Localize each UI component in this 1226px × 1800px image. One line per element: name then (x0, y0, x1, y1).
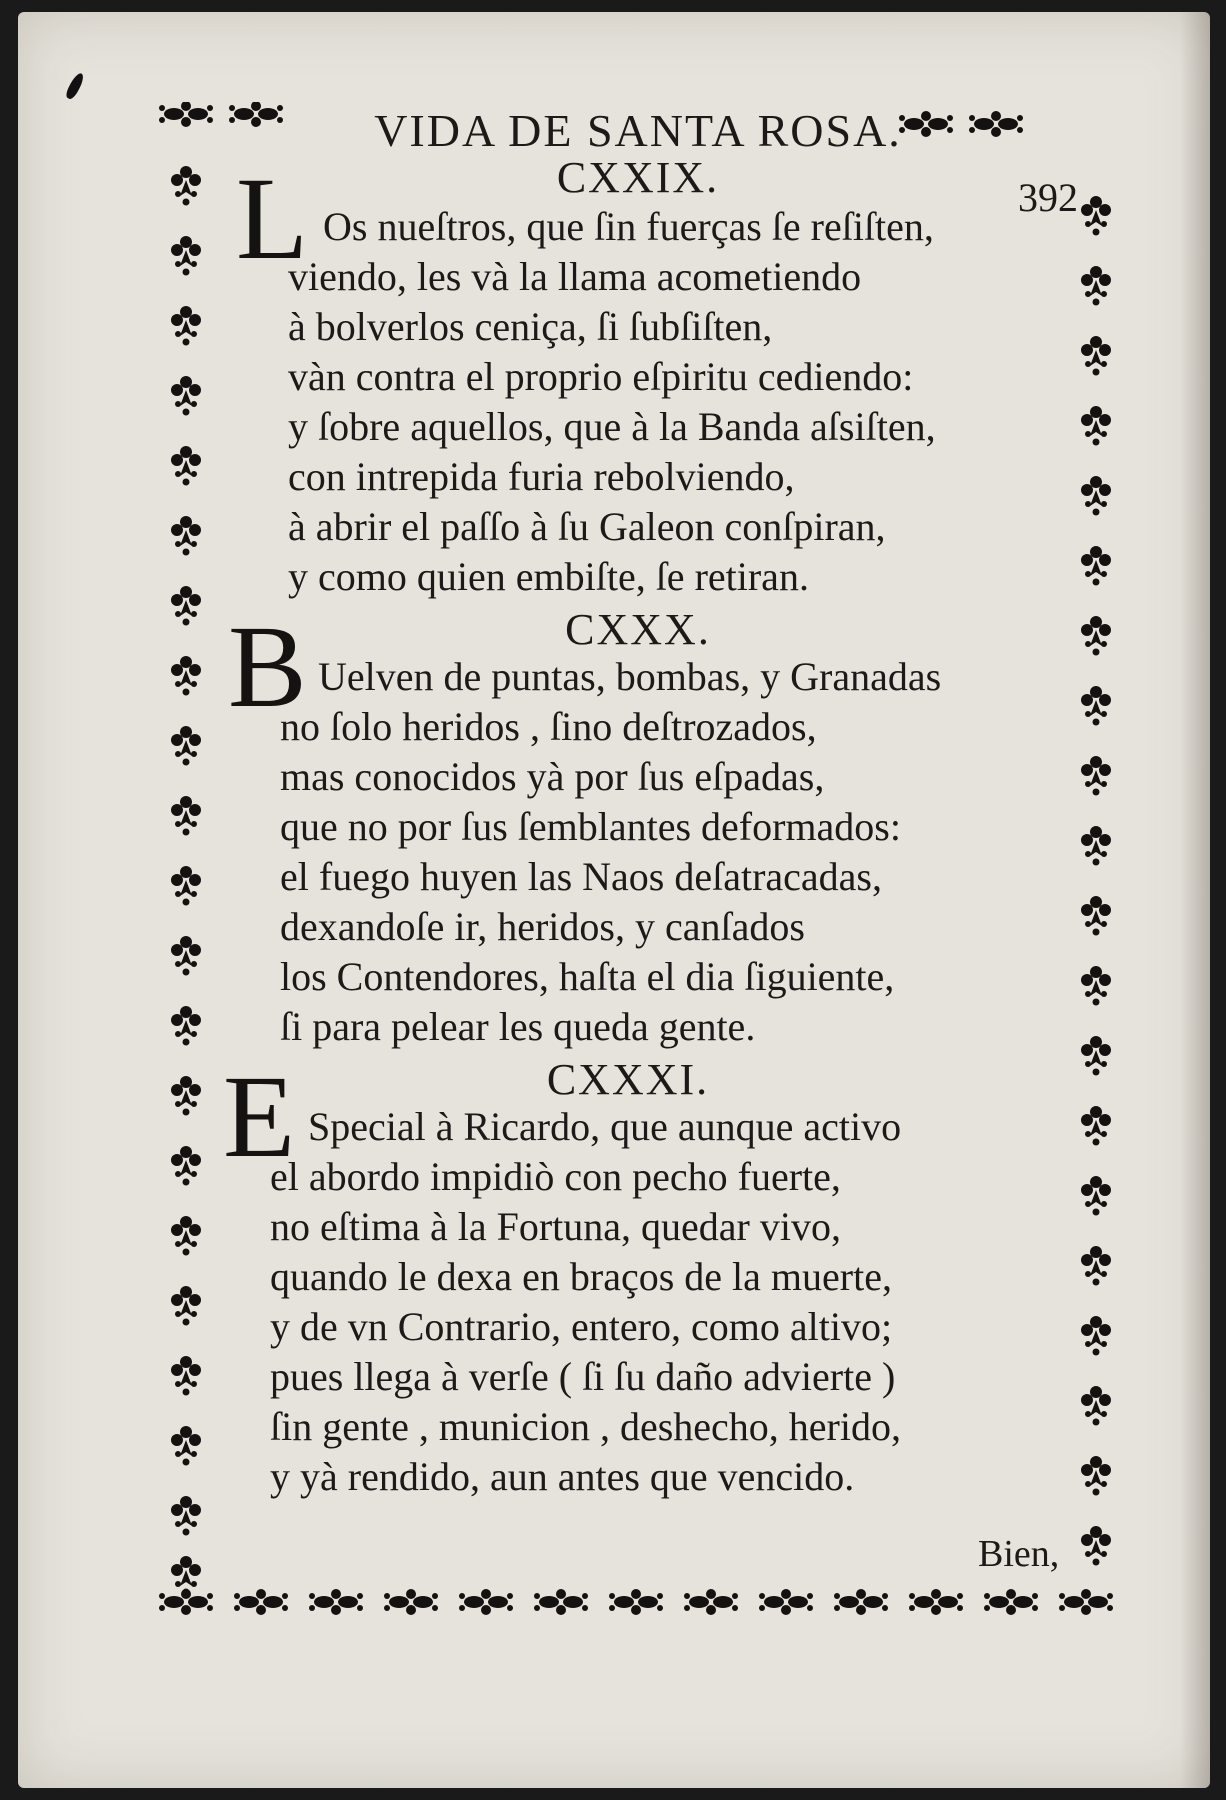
verse-line: ſi para pelear les queda gente. (280, 1004, 756, 1049)
verse-line: Special à Ricardo, que aunque activo (308, 1104, 902, 1149)
verse-line: que no por ſus ſemblantes deformados: (280, 804, 901, 849)
verse-line: ſin gente , municion , deshecho, herido, (270, 1404, 901, 1449)
verse-line: Uelven de puntas, bombas, y Granadas (318, 654, 942, 699)
page-edge-shadow (1180, 12, 1210, 1788)
verse-line: mas conocidos yà por ſus eſpadas, (280, 754, 825, 799)
verse-line: y ſobre aquellos, que à la Banda aſsiſten, (288, 404, 936, 449)
verse-line: viendo, les và la llama acometiendo (288, 254, 862, 299)
page-number: 392 (1018, 175, 1078, 220)
verse-line: pues llega à verſe ( ſi ſu daño advierte ) (270, 1354, 896, 1399)
book-page (18, 12, 1210, 1788)
verse-line: los Contendores, haſta el dia ſiguiente, (280, 954, 895, 999)
verse-line: à abrir el paſſo à ſu Galeon conſpiran, (288, 504, 886, 549)
verse-line: dexandoſe ir, heridos, y canſados (280, 904, 805, 949)
verse-line: y yà rendido, aun antes que vencido. (270, 1454, 855, 1499)
drop-cap: B (228, 601, 307, 732)
stanza-number: CXXIX. (556, 153, 720, 202)
ink-blot (64, 71, 86, 100)
catchword: Bien, (978, 1533, 1060, 1575)
verse-line: à bolverlos ceniça, ſi ſubſiſten, (288, 304, 773, 349)
verse-line: no eſtima à la Fortuna, quedar vivo, (270, 1204, 841, 1249)
verse-line: no ſolo heridos , ſino deſtrozados, (280, 704, 817, 749)
verse-line: el fuego huyen las Naos deſatracadas, (280, 854, 882, 899)
verse-line: con intrepida furia rebolviendo, (288, 454, 795, 499)
verse-line: y como quien embiſte, ſe retiran. (288, 554, 809, 599)
verse-line: vàn contra el proprio eſpiritu cediendo: (288, 354, 914, 399)
running-head: VIDA DE SANTA ROSA. (374, 105, 902, 156)
stanza-number: CXXXI. (546, 1055, 710, 1104)
drop-cap: L (236, 153, 309, 284)
stanza-number: CXXX. (565, 605, 711, 654)
verse-line: el abordo impidiò con pecho fuerte, (270, 1154, 841, 1199)
verse-line: quando le dexa en braços de la muerte, (270, 1254, 892, 1299)
drop-cap: E (223, 1051, 296, 1182)
verse-line: y de vn Contrario, entero, como altivo; (270, 1304, 893, 1349)
verse-line: Os nueſtros, que ſin fuerças ſe reſiſten, (323, 204, 934, 249)
